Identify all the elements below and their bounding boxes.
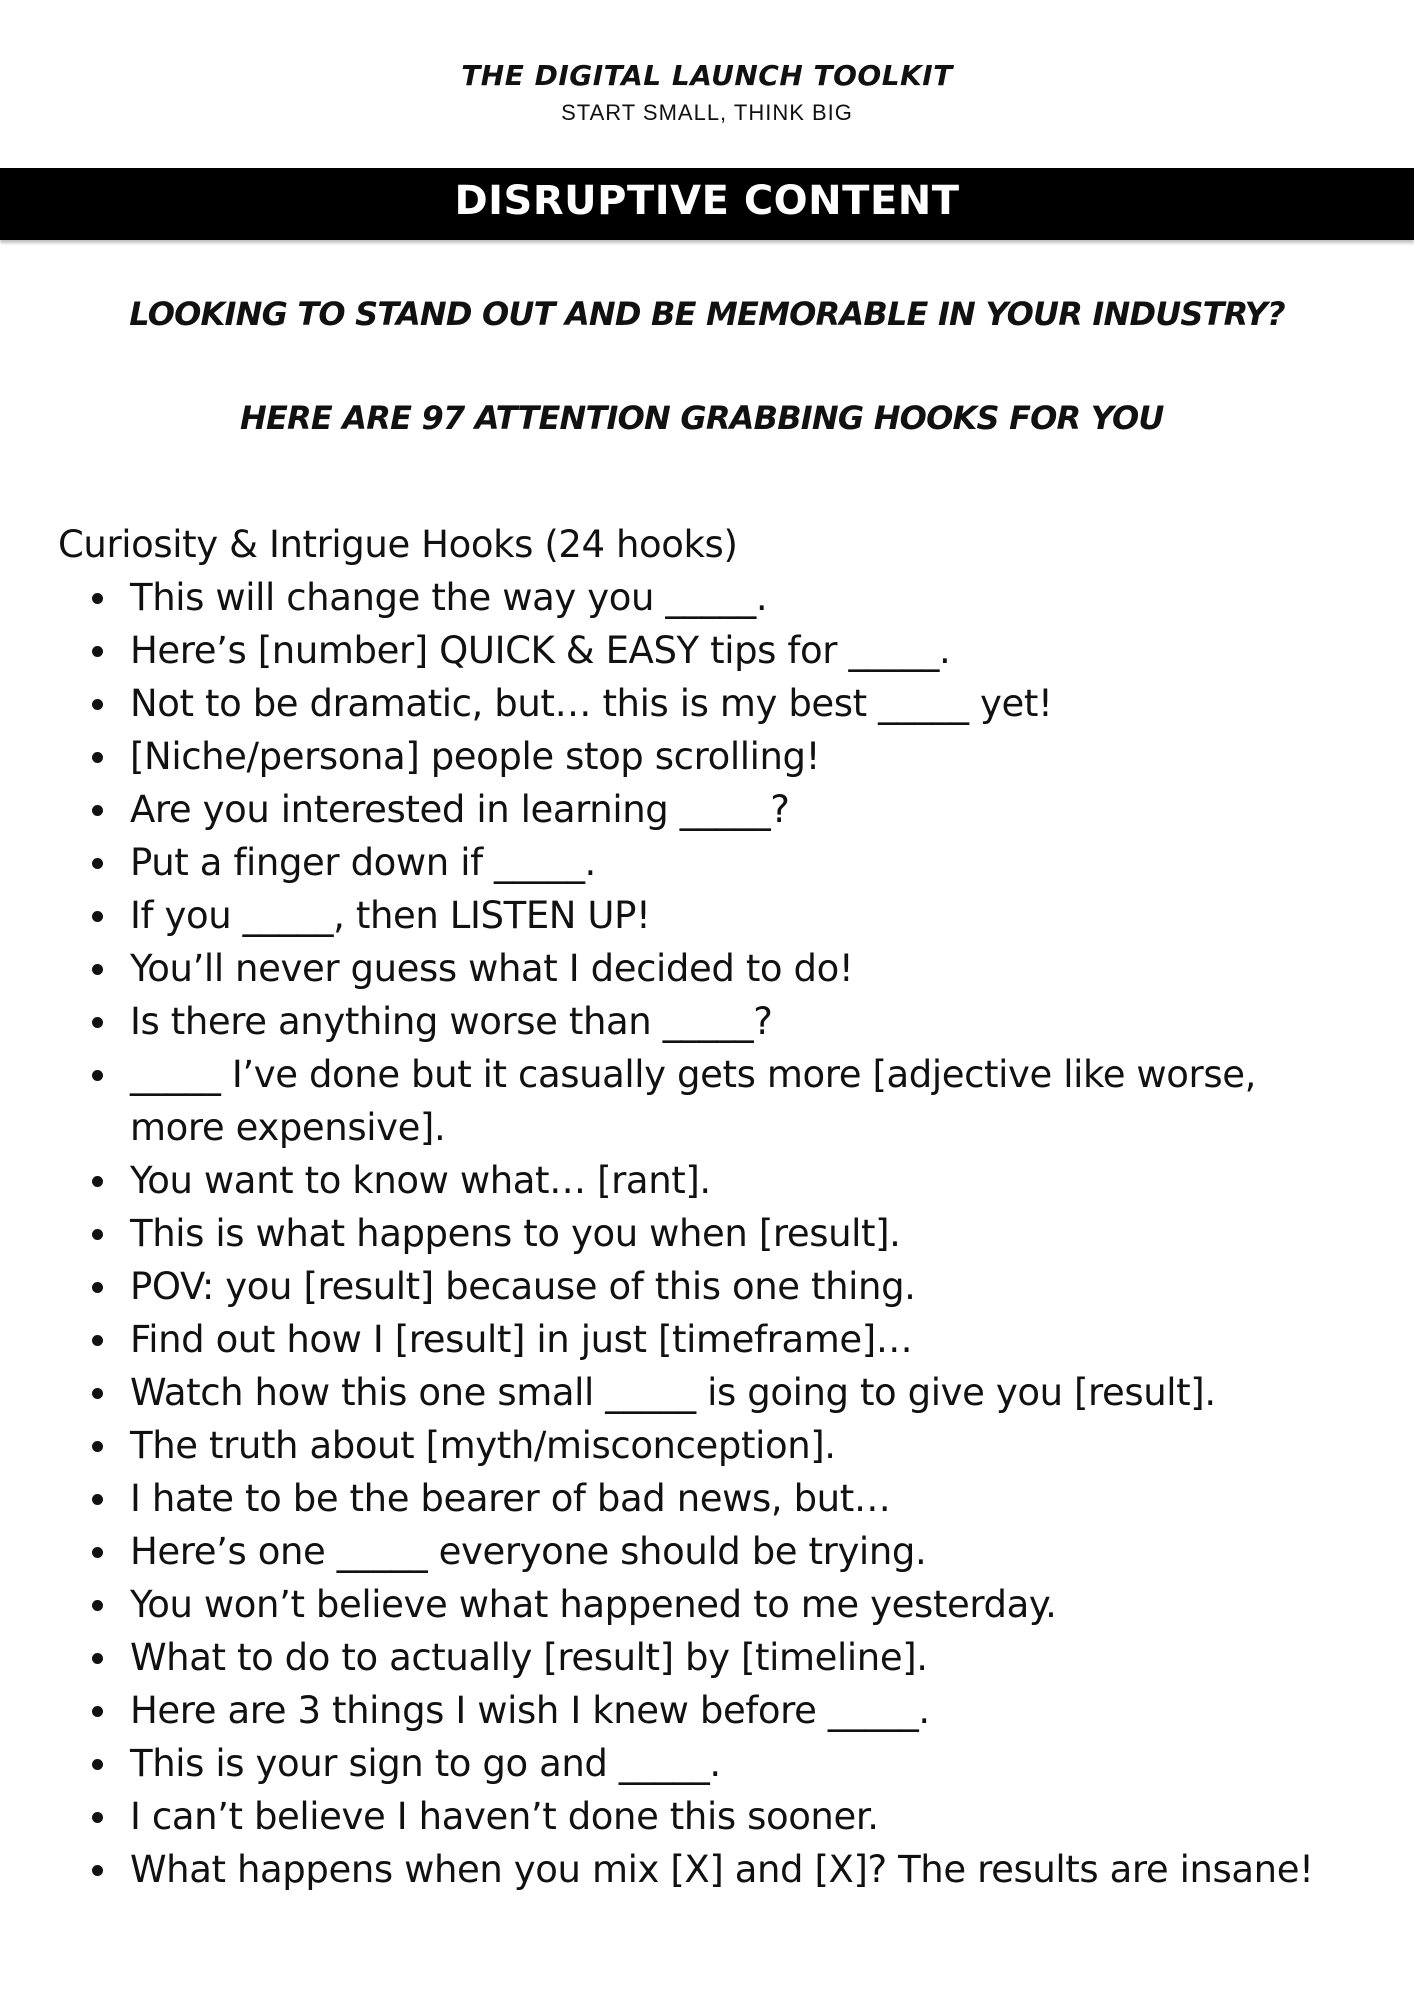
hook-item: You’ll never guess what I decided to do! (58, 942, 1360, 995)
hook-item: [Niche/persona] people stop scrolling! (58, 730, 1360, 783)
hook-list (58, 571, 1358, 1896)
brand-title: THE DIGITAL LAUNCH TOOLKIT (461, 59, 953, 92)
hook-item: What to do to actually [result] by [timeline]. (58, 1631, 1360, 1684)
hook-item: Is there anything worse than _____? (58, 995, 1360, 1048)
hook-item: Find out how I [result] in just [timeframe]… (58, 1313, 1360, 1366)
hook-item: This is what happens to you when [result]. (58, 1207, 1360, 1260)
document-header (0, 56, 1414, 128)
section-heading: Curiosity & Intrigue Hooks (24 hooks) (58, 523, 738, 566)
hook-item: You want to know what… [rant]. (58, 1154, 1360, 1207)
hook-item: What happens when you mix [X] and [X]? The results are insane! (58, 1843, 1360, 1896)
intro-offer: HERE ARE 97 ATTENTION GRABBING HOOKS FOR YOU (240, 399, 1164, 437)
hook-item: Put a finger down if _____. (58, 836, 1360, 889)
hooks-section (58, 518, 1358, 1896)
brand-tagline: START SMALL, THINK BIG (561, 100, 853, 125)
section-banner (0, 168, 1414, 240)
hook-item: Not to be dramatic, but… this is my best _____ yet! (58, 677, 1360, 730)
hook-item: I hate to be the bearer of bad news, but… (58, 1472, 1360, 1525)
hook-item: I can’t believe I haven’t done this sooner. (58, 1790, 1360, 1843)
hook-item: Here are 3 things I wish I knew before _____. (58, 1684, 1360, 1737)
hook-item: You won’t believe what happened to me yesterday. (58, 1578, 1360, 1631)
hook-item: _____ I’ve done but it casually gets more [adjective like worse, more expensive]. (58, 1048, 1360, 1154)
hook-item: The truth about [myth/misconception]. (58, 1419, 1360, 1472)
banner-title: DISRUPTIVE CONTENT (454, 178, 960, 224)
hook-item: If you _____, then LISTEN UP! (58, 889, 1360, 942)
hook-item: This will change the way you _____. (58, 571, 1360, 624)
hook-item: POV: you [result] because of this one thing. (58, 1260, 1360, 1313)
hook-item: This is your sign to go and _____. (58, 1737, 1360, 1790)
hook-item: Are you interested in learning _____? (58, 783, 1360, 836)
intro-question: LOOKING TO STAND OUT AND BE MEMORABLE IN YOUR INDUSTRY? (129, 295, 1285, 333)
hook-item: Here’s one _____ everyone should be trying. (58, 1525, 1360, 1578)
hook-item: Watch how this one small _____ is going to give you [result]. (58, 1366, 1360, 1419)
hook-item: Here’s [number] QUICK & EASY tips for _____. (58, 624, 1360, 677)
